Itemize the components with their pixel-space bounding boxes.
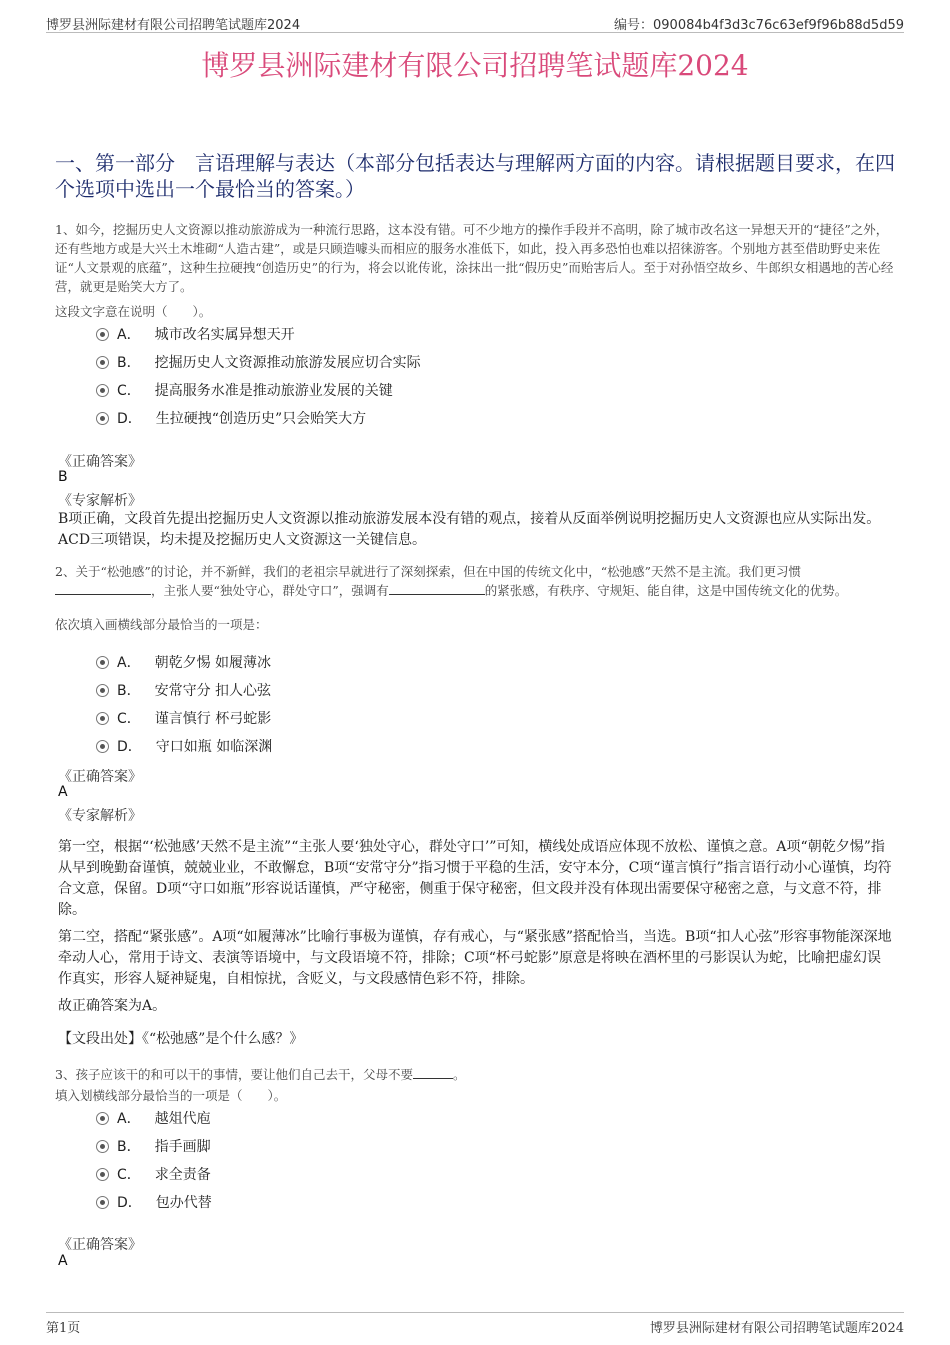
q1-option-d[interactable] [96, 408, 366, 428]
q3-option-d[interactable] [96, 1192, 212, 1212]
option-text: 城市改名实属异想天开 [154, 327, 295, 343]
option-text: 提高服务水准是推动旅游业发展的关键 [154, 383, 393, 399]
radio-icon[interactable] [96, 712, 109, 725]
page-footer [46, 1312, 904, 1336]
option-key: C． [117, 1167, 141, 1183]
q1-answer-label: 《正确答案》 [58, 454, 142, 470]
radio-icon[interactable] [96, 1196, 109, 1209]
page-title: 博罗县洲际建材有限公司招聘笔试题库2024 [201, 49, 749, 82]
footer-title: 博罗县洲际建材有限公司招聘笔试题库2024 [649, 1321, 904, 1336]
radio-icon[interactable] [96, 1168, 109, 1181]
radio-icon[interactable] [96, 1112, 109, 1125]
radio-icon[interactable] [96, 656, 109, 669]
q2-analysis-3: 故正确答案为A。 [58, 998, 167, 1014]
header-code [614, 14, 904, 33]
option-key: C． [117, 711, 141, 727]
option-key: A． [117, 655, 141, 671]
option-key: B． [117, 683, 141, 699]
q2-analysis-label: 《专家解析》 [58, 808, 142, 824]
option-key: A． [117, 1111, 141, 1127]
q1-option-a[interactable] [96, 324, 295, 344]
fill-blank [389, 582, 485, 595]
option-key: B． [117, 355, 141, 371]
q2-analysis-2: 第二空，搭配“紧张感”。A项“如履薄冰”比喻行事极为谨慎，存有戒心，与“紧张感”搭配恰当，当选。B项“扣人心弦”形容事物能深深地牵动人心，常用于诗文、表演等语境中，与文段语境不符，排除；C项“杯弓蛇影”原意是将映在酒杯里的弓影误认为蛇，比喻把虚幻误作真实，形容人疑神疑鬼，自相惊扰，含贬义，与文段感情色彩不符，排除。 [58, 929, 892, 987]
option-text: 朝乾夕惕 如履薄冰 [154, 655, 272, 671]
fill-blank [55, 582, 151, 595]
q1-analysis: B项正确，文段首先提出挖掘历史人文资源以推动旅游发展本没有错的观点，接着从反面举例说明挖掘历史人文资源也应从实际出发。ACD三项错误，均未提及挖掘历史人文资源这一关键信息。 [58, 511, 881, 548]
question-3-ask: 填入划横线部分最恰当的一项是（ ）。 [55, 1088, 287, 1103]
question-1-text: 1、如今，挖掘历史人文资源以推动旅游成为一种流行思路，这本没有错。可不少地方的操作手段并不高明，除了城市改名这一异想天开的“捷径”之外，还有些地方或是大兴土木堆砌“人造古建”，或是只顾造噱头而相应的服务水准低下，如此，投入再多恐怕也难以招徕游客。个别地方甚至借助野史来佐证“人文景观的底蕴”，这种生拉硬拽“创造历史”的行为，将会以讹传讹，涂抹出一批“假历史”而贻害后人。至于对孙悟空故乡、牛郎织女相遇地的苦心经营，就更是贻笑大方了。 [55, 222, 894, 294]
q2-answer-label: 《正确答案》 [58, 769, 142, 785]
question-2-text [55, 562, 895, 600]
radio-icon[interactable] [96, 412, 109, 425]
q2-source: 【文段出处】《“松弛感”是个什么感？》 [58, 1031, 304, 1047]
q2-text-part: ，主张人要“独处守心，群处守口”，强调有 [151, 583, 389, 598]
question-1-ask: 这段文字意在说明（ ）。 [55, 304, 212, 319]
page-number: 第1页 [46, 1321, 81, 1336]
q1-option-b[interactable] [96, 352, 421, 372]
q2-option-d[interactable] [96, 736, 272, 756]
option-text: 指手画脚 [154, 1139, 211, 1155]
option-text: 谨言慎行 杯弓蛇影 [154, 711, 272, 727]
header-code-label: 编号： [614, 18, 654, 33]
header-code-value: 090084b4f3d3c76c63ef9f96b88d5d59 [653, 18, 904, 33]
q3-text-part: 3、孩子应该干的和可以干的事情，要让他们自己去干，父母不要 [55, 1067, 413, 1082]
page-header [46, 10, 904, 33]
radio-icon[interactable] [96, 1140, 109, 1153]
q2-option-a[interactable] [96, 652, 271, 672]
q3-option-a[interactable] [96, 1108, 211, 1128]
option-key: C． [117, 383, 141, 399]
question-3-text [55, 1065, 895, 1084]
q2-answer: A [58, 784, 68, 800]
option-key: D． [117, 411, 142, 427]
option-key: B． [117, 1139, 141, 1155]
option-text: 生拉硬拽“创造历史”只会贻笑大方 [155, 411, 367, 427]
q1-analysis-label: 《专家解析》 [58, 493, 142, 509]
q2-option-c[interactable] [96, 708, 271, 728]
q3-answer-label: 《正确答案》 [58, 1237, 142, 1253]
q3-option-c[interactable] [96, 1164, 211, 1184]
q3-option-b[interactable] [96, 1136, 211, 1156]
option-text: 包办代替 [155, 1195, 212, 1211]
option-key: D． [117, 739, 142, 755]
q2-text-part: 2、关于“松弛感”的讨论，并不新鲜，我们的老祖宗早就进行了深刻探索，但在中国的传统文化中，“松弛感”天然不是主流。我们更习惯 [55, 564, 802, 579]
option-text: 挖掘历史人文资源推动旅游发展应切合实际 [154, 355, 421, 371]
radio-icon[interactable] [96, 356, 109, 369]
q2-analysis-1: 第一空，根据“‘松弛感’天然不是主流”“主张人要‘独处守心，群处守口’”可知，横线处成语应体现不放松、谨慎之意。A项“朝乾夕惕”指从早到晚勤奋谨慎，兢兢业业，不敢懈怠，B项“安常守分”指习惯于平稳的生活，安守本分，C项“谨言慎行”指言语行动小心谨慎，均符合文意，保留。D项“守口如瓶”形容说话谨慎，严守秘密，侧重于保守秘密，但文段并没有体现出需要保守秘密之意，与文意不符，排除。 [58, 839, 892, 918]
q2-text-part: 的紧张感，有秩序、守规矩、能自律，这是中国传统文化的优势。 [484, 583, 848, 598]
q3-text-part: 。 [452, 1067, 466, 1082]
option-key: D． [117, 1195, 142, 1211]
q3-answer: A [58, 1253, 68, 1269]
option-text: 守口如瓶 如临深渊 [155, 739, 273, 755]
option-text: 越俎代庖 [154, 1111, 211, 1127]
q1-answer: B [58, 469, 68, 485]
fill-blank [413, 1066, 453, 1079]
header-title: 博罗县洲际建材有限公司招聘笔试题库2024 [46, 18, 301, 33]
option-text: 求全责备 [154, 1167, 211, 1183]
q1-option-c[interactable] [96, 380, 393, 400]
radio-icon[interactable] [96, 328, 109, 341]
option-text: 安常守分 扣人心弦 [154, 683, 272, 699]
radio-icon[interactable] [96, 384, 109, 397]
option-key: A． [117, 327, 141, 343]
radio-icon[interactable] [96, 684, 109, 697]
q2-option-b[interactable] [96, 680, 271, 700]
question-2-ask: 依次填入画横线部分最恰当的一项是： [55, 617, 268, 632]
radio-icon[interactable] [96, 740, 109, 753]
section-heading: 一、第一部分 言语理解与表达（本部分包括表达与理解两方面的内容。请根据题目要求，在四个选项中选出一个最恰当的答案。） [55, 151, 895, 201]
